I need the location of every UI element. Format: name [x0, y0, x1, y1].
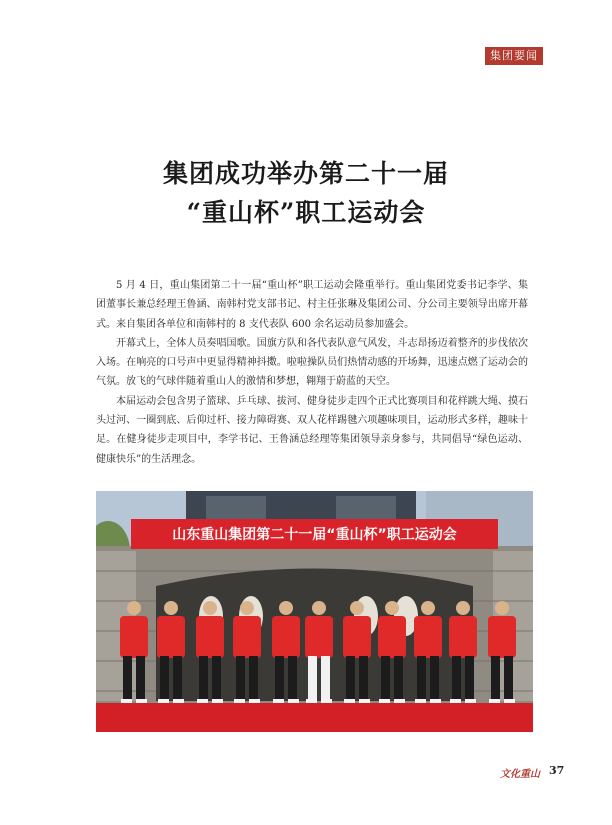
article-title-line-2: “重山杯”职工运动会: [186, 198, 426, 227]
paragraph: 开幕式上，全体人员奏唱国歌。国旗方队和各代表队意气风发，斗志昂扬迈着整齐的步伐依次入场。在响亮的口号声中更显得精神抖擞。啦啦操队员们热情动感的开场舞，迅速点燃了运动会的气氛。放飞的气球伴随着重山人的激情和梦想，翱翔于蔚蓝的天空。: [96, 337, 528, 388]
magazine-logo: 文化重山: [500, 769, 540, 780]
group-photo: [96, 491, 533, 732]
paragraph: 本届运动会包含男子篮球、乒乓球、拔河、健身徒步走四个正式比赛项目和花样跳大绳、摸石头过河、一圈到底、后仰过杆、接力障碍赛、双人花样踢毽六项趣味项目，运动形式多样，趣味十足。在健身徒步走项目中，李学书记、王鲁涵总经理等集团领导亲身参与，共同倡导“绿色运动、健康快乐”的生活理念。: [96, 395, 528, 465]
article-title-line-1: 集团成功举办第二十一届: [162, 159, 449, 188]
section-tag: 集团要闻: [485, 47, 543, 65]
page-number: 37: [549, 764, 565, 777]
paragraph: 5 月 4 日，重山集团第二十一届“重山杯”职工运动会隆重举行。重山集团党委书记李学、集团董事长兼总经理王鲁涵、南韩村党支部书记、村主任张琳及集团公司、分公司主要领导出席开幕式。来自集团各单位和南韩村的 8 支代表队 600 余名运动员参加盛会。: [96, 280, 528, 330]
banner-text: 山东重山集团第二十一届“重山杯”职工运动会: [172, 527, 457, 543]
article-body: [96, 276, 528, 469]
